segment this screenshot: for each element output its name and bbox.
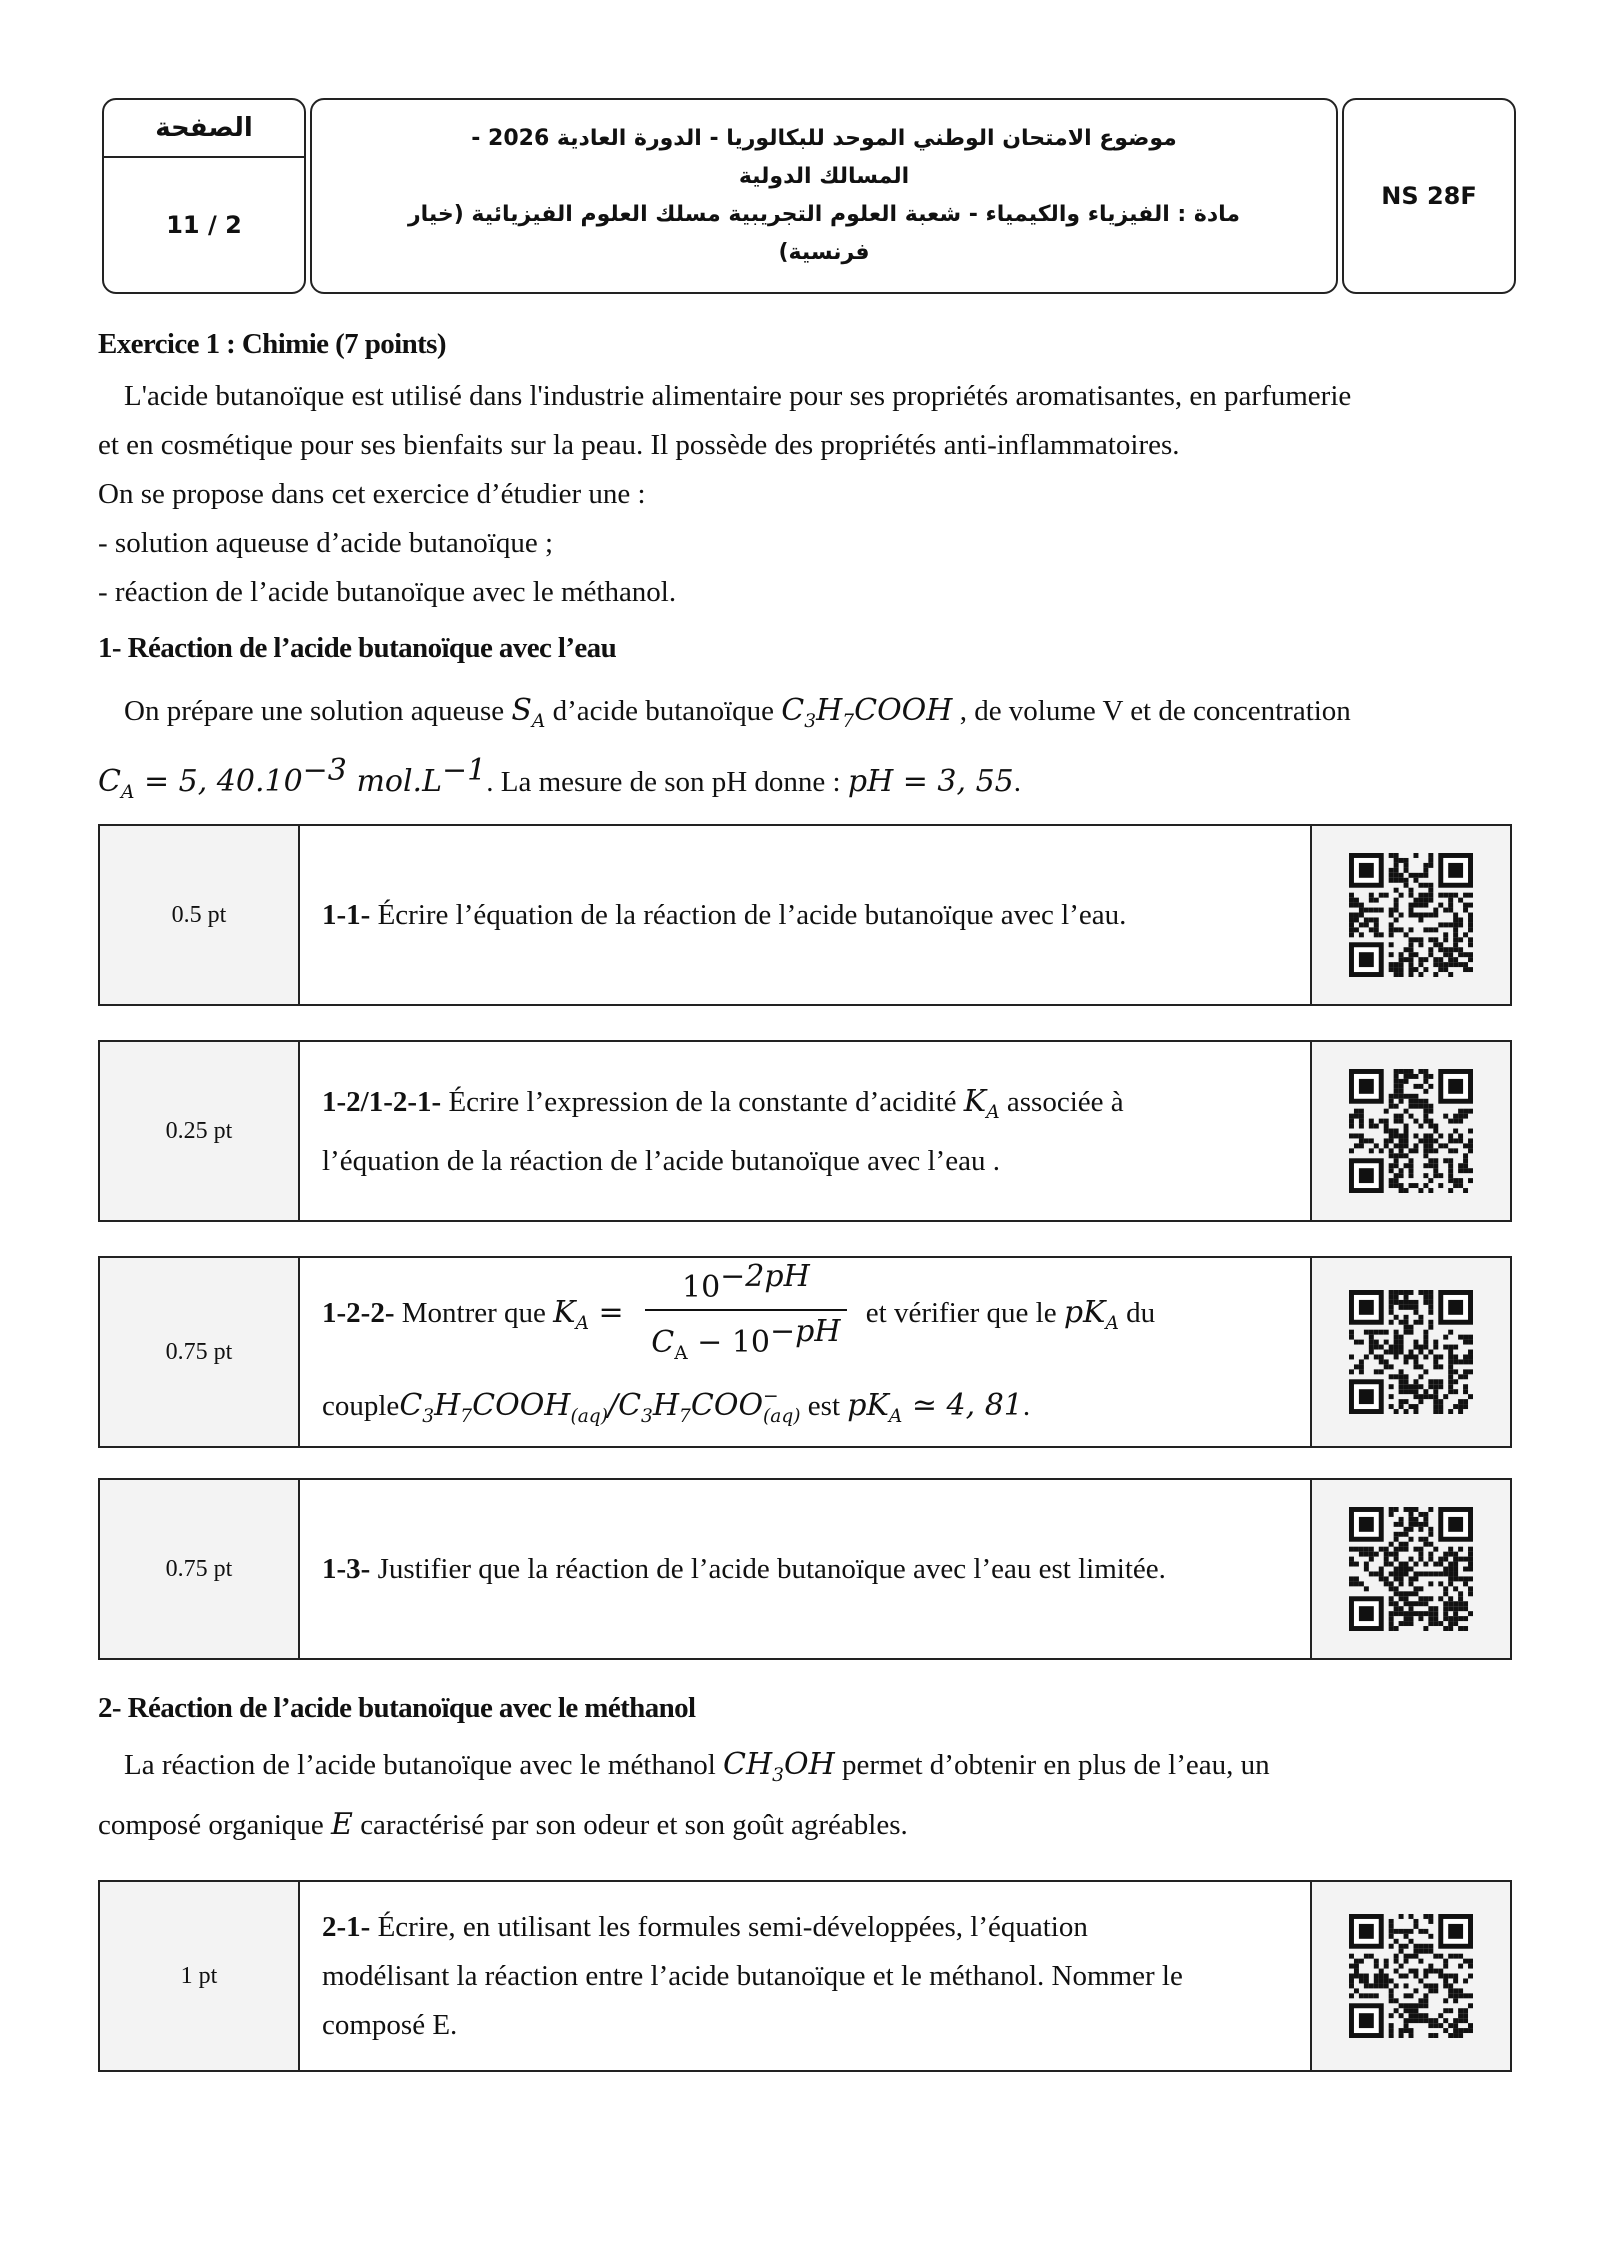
intro-bullet: - réaction de l’acide butanoïque avec le méthanol. <box>98 576 677 608</box>
ph-value: pH = 3, 55 <box>847 764 1014 799</box>
question-points: 0.5 pt <box>100 826 300 1004</box>
text-run: , de volume V et de concentration <box>952 695 1351 727</box>
question-points: 0.75 pt <box>100 1480 300 1658</box>
pka-value: $pK_A$ ≃ 4, 81 <box>847 1388 1023 1427</box>
solution-symbol: $S_A$ <box>511 693 546 732</box>
question-number: 1-3- <box>322 1552 371 1585</box>
intro-line: On se propose dans cet exercice d’étudier une : <box>98 478 646 510</box>
qr-code-icon[interactable] <box>1310 826 1510 1004</box>
exam-code: NS 28F <box>1381 182 1477 210</box>
ka-fraction: $\frac{10^{-2pH}}{C_A - 10^{-pH}}$ <box>645 1256 846 1375</box>
text-run: Écrire, en utilisant les formules semi-développées, l’équation <box>370 1910 1088 1943</box>
equals-sign: = <box>589 1295 634 1331</box>
question-box-1-2-2 <box>98 1256 1512 1448</box>
question-text <box>300 1258 1310 1446</box>
question-points: 0.75 pt <box>100 1258 300 1446</box>
question-points: 0.25 pt <box>100 1042 300 1220</box>
header-title-line: فرنسية) <box>778 240 870 265</box>
header-code-box <box>1342 98 1516 294</box>
header-title-line: مادة : الفيزياء والكيمياء - شعبة العلوم التجريبية مسلك العلوم الفيزيائية (خيار <box>407 202 1241 227</box>
header-title-line: المسالك الدولية <box>738 164 910 189</box>
question-text <box>300 1882 1310 2070</box>
intro-line: et en cosmétique pour ses bienfaits sur la peau. Il possède des propriétés anti-inflammatoires. <box>98 429 1180 461</box>
question-number: 1-1- <box>322 898 371 931</box>
compound-symbol: E <box>331 1807 353 1842</box>
part1-paragraph <box>98 686 1518 817</box>
text-run: Écrire l’expression de la constante d’acidité <box>441 1085 964 1118</box>
text-run: d’acide butanoïque <box>545 695 782 727</box>
text-run: permet d’obtenir en plus de l’eau, un <box>834 1749 1270 1781</box>
text-run: couple <box>322 1390 400 1422</box>
qr-code-icon[interactable] <box>1310 1882 1510 2070</box>
intro-bullet: - solution aqueuse d’acide butanoïque ; <box>98 527 554 559</box>
text-run: Justifier que la réaction de l’acide butanoïque avec l’eau est limitée. <box>370 1552 1166 1585</box>
qr-code-icon[interactable] <box>1310 1480 1510 1658</box>
question-number: 1-2/1-2-1- <box>322 1085 442 1118</box>
header-title-line: موضوع الامتحان الوطني الموحد للبكالوريا - الدورة العادية 2026 - <box>471 126 1177 151</box>
text-run: du <box>1118 1297 1156 1330</box>
exercise-title: Exercice 1 : Chimie (7 points) <box>98 328 446 360</box>
ka-symbol: $K_A$ <box>553 1295 589 1335</box>
part2-paragraph <box>98 1740 1518 1850</box>
text-run: modélisant la réaction entre l’acide butanoïque et le méthanol. Nommer le <box>322 1959 1183 1992</box>
question-text <box>300 1480 1310 1658</box>
text-run: composé E. <box>322 2008 458 2041</box>
text-run: et vérifier que le <box>858 1297 1064 1330</box>
text-run: Montrer que <box>394 1297 554 1330</box>
text-run: l’équation de la réaction de l’acide butanoïque avec l’eau . <box>322 1144 1000 1177</box>
question-box-1-1 <box>98 824 1512 1006</box>
question-text <box>300 1042 1310 1220</box>
text-run: . <box>1013 766 1022 798</box>
header-title-box <box>310 98 1338 294</box>
acid-base-couple: $C_3H_7COOH_{(aq)}/C_3H_7COO$ − (aq) <box>399 1385 801 1427</box>
ka-symbol: $K_A$ <box>963 1083 1000 1123</box>
text-run: Écrire l’équation de la réaction de l’acide butanoïque avec l’eau. <box>370 898 1127 931</box>
text-run: . La mesure de son pH donne : <box>486 766 848 798</box>
text-run: La réaction de l’acide butanoïque avec le méthanol <box>124 1749 724 1781</box>
text-run: composé organique <box>98 1809 332 1841</box>
qr-code-icon[interactable] <box>1310 1258 1510 1446</box>
question-points: 1 pt <box>100 1882 300 2070</box>
question-text <box>300 826 1310 1004</box>
question-number: 1-2-2- <box>322 1297 395 1330</box>
text-run: caractérisé par son odeur et son goût agréables. <box>352 1809 908 1841</box>
page-label: الصفحة <box>104 100 304 158</box>
question-number: 2-1- <box>322 1910 371 1943</box>
exercise-intro <box>98 372 1518 617</box>
header-page-box <box>102 98 306 294</box>
text-run: . <box>1022 1390 1031 1422</box>
page-number: 11 / 2 <box>166 211 242 239</box>
text-run: On prépare une solution aqueuse <box>124 695 512 727</box>
part1-heading: 1- Réaction de l’acide butanoïque avec l’eau <box>98 632 617 664</box>
question-box-2-1 <box>98 1880 1512 2072</box>
part2-heading: 2- Réaction de l’acide butanoïque avec le méthanol <box>98 1692 696 1724</box>
text-run: associée à <box>999 1085 1124 1118</box>
text-run: est <box>800 1390 848 1422</box>
question-box-1-2-1 <box>98 1040 1512 1222</box>
concentration-expression: $C_A = 5$, $40.10^{-3}$ $mol.L^{-1}$ <box>98 753 487 803</box>
pka-symbol: $pK_A$ <box>1063 1295 1119 1335</box>
methanol-formula: $CH_3OH$ <box>723 1747 835 1786</box>
intro-line: L'acide butanoïque est utilisé dans l'industrie alimentaire pour ses propriétés aromatisantes, en parfumerie <box>124 380 1352 412</box>
question-box-1-3 <box>98 1478 1512 1660</box>
butanoic-formula: $C_3H_7COOH$ <box>781 693 953 732</box>
qr-code-icon[interactable] <box>1310 1042 1510 1220</box>
